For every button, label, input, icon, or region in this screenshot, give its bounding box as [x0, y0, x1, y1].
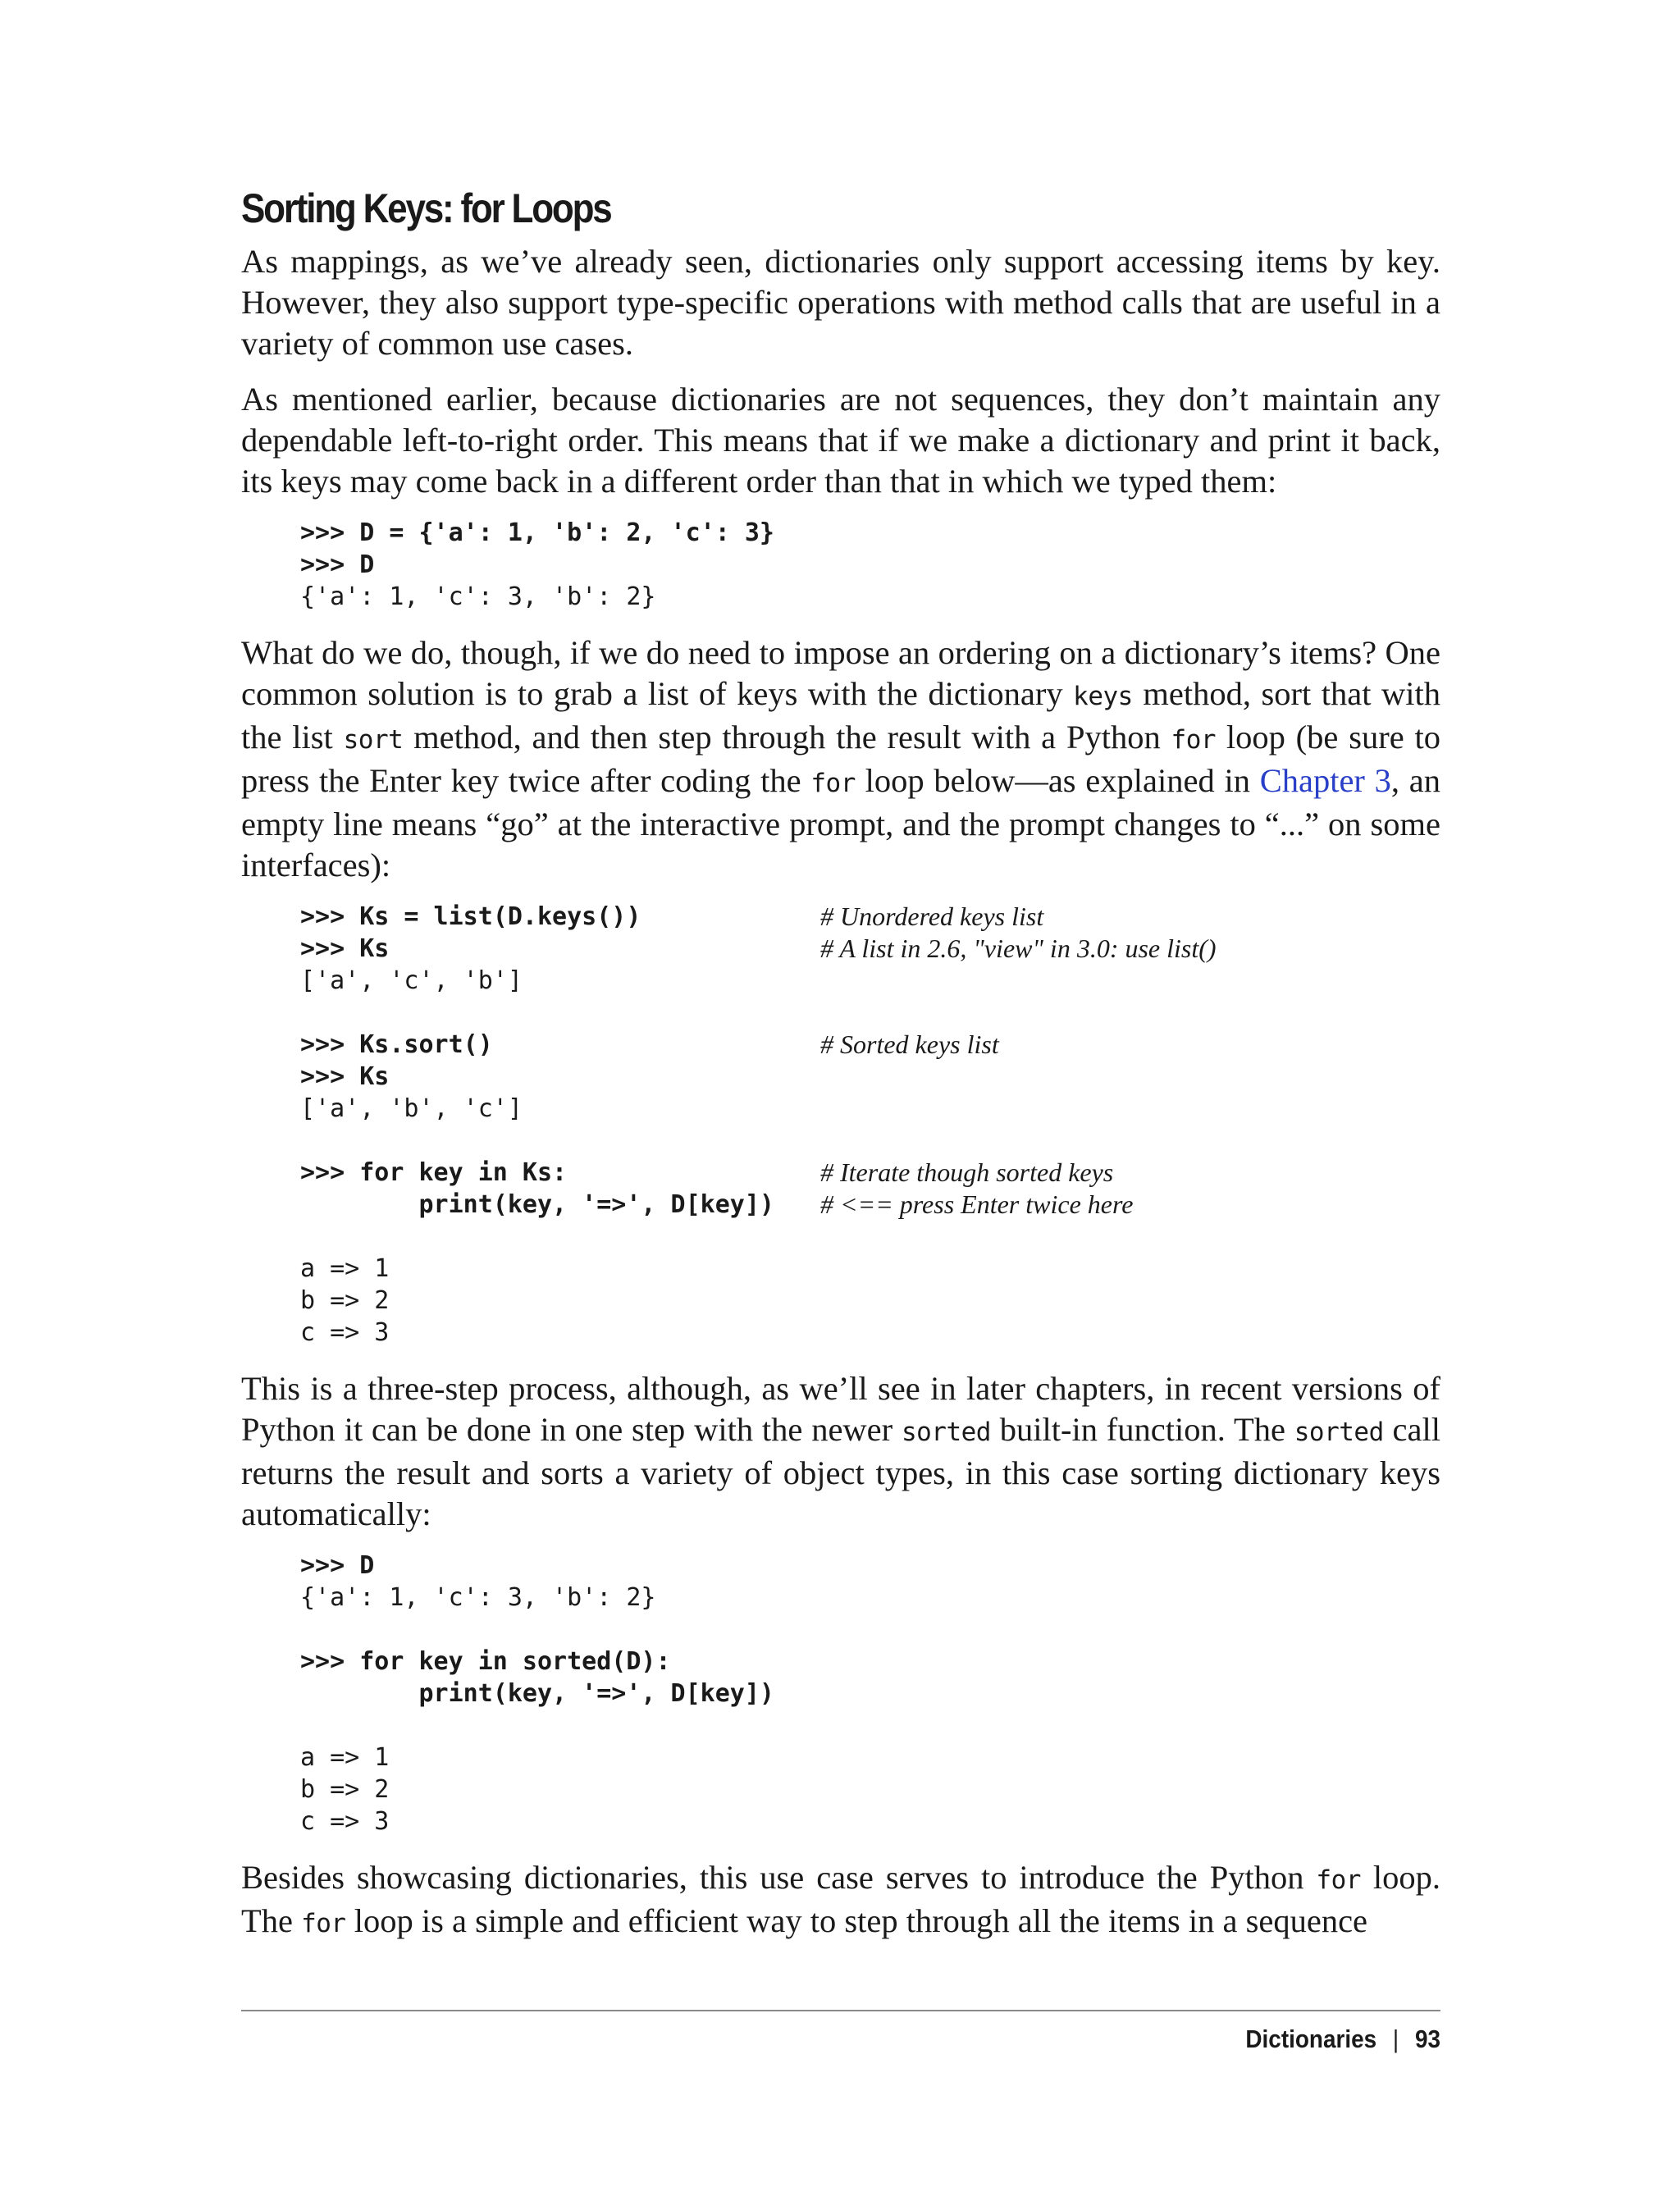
code-blank-line	[300, 1614, 1440, 1646]
code-line	[300, 517, 1440, 549]
code-comment: # A list in 2.6, "view" in 3.0: use list()	[820, 934, 1217, 963]
code-block-1	[300, 517, 1440, 613]
code-input: print(key, '=>', D[key])	[300, 1190, 774, 1219]
code-line	[300, 1093, 1440, 1125]
code-blank-line	[300, 1710, 1440, 1742]
code-comment: # Sorted keys list	[820, 1029, 999, 1059]
code-blank-line	[300, 1221, 1440, 1253]
code-comment: # Iterate though sorted keys	[820, 1157, 1114, 1187]
text-run: loop below—as explained in	[855, 762, 1260, 799]
text-run: method, sort that with the list	[241, 675, 1440, 756]
code-output: a => 1	[300, 1254, 390, 1283]
inline-code: for	[1316, 1865, 1361, 1895]
code-line	[300, 1061, 1440, 1093]
code-output: ['a', 'c', 'b']	[300, 966, 523, 995]
code-output: a => 1	[300, 1743, 390, 1772]
code-input: >>> Ks = list(D.keys())	[300, 902, 641, 931]
code-input: print(key, '=>', D[key])	[300, 1679, 774, 1708]
code-input: >>> for key in Ks:	[300, 1158, 568, 1187]
code-blank-line	[300, 1125, 1440, 1157]
code-line	[300, 1678, 1440, 1710]
code-output: ['a', 'b', 'c']	[300, 1094, 523, 1123]
code-line	[300, 1742, 1440, 1774]
code-output: {'a': 1, 'c': 3, 'b': 2}	[300, 582, 656, 611]
text-run: call returns the result and sorts a variety of object types, in this case sorting dictionary keys automatically:	[241, 1411, 1440, 1532]
code-line	[300, 901, 1440, 933]
text-run: built-in function. The	[990, 1411, 1294, 1448]
code-line	[300, 965, 1440, 997]
inline-code: sorted	[901, 1418, 991, 1447]
code-line	[300, 549, 1440, 581]
inline-code: keys	[1073, 682, 1133, 711]
code-line	[300, 1253, 1440, 1285]
paragraph-5	[241, 1857, 1440, 1944]
code-line	[300, 933, 1440, 965]
text-run: , an empty line means “go” at the interactive prompt, and the prompt changes to “...” on some interfaces):	[241, 762, 1440, 883]
inline-code: for	[301, 1909, 346, 1938]
paragraph-3	[241, 632, 1440, 886]
code-comment: # <== press Enter twice here	[820, 1189, 1134, 1219]
inline-code: for	[1171, 725, 1217, 755]
code-input: >>> D	[300, 550, 375, 579]
page-footer	[1245, 2023, 1440, 2056]
footer-rule	[241, 2010, 1440, 2011]
code-line	[300, 1550, 1440, 1582]
text-run: loop (be sure to press the Enter key twice after coding the	[241, 719, 1441, 799]
code-block-3	[300, 1550, 1440, 1838]
code-input: >>> D = {'a': 1, 'b': 2, 'c': 3}	[300, 518, 774, 547]
text-run: Besides showcasing dictionaries, this use case serves to introduce the Python	[241, 1859, 1317, 1896]
code-input: >>> Ks.sort()	[300, 1030, 493, 1059]
code-input: >>> D	[300, 1551, 375, 1580]
code-line	[300, 1029, 1440, 1061]
code-output: {'a': 1, 'c': 3, 'b': 2}	[300, 1583, 656, 1612]
code-output: c => 3	[300, 1318, 390, 1347]
code-input: >>> Ks	[300, 934, 390, 963]
code-line	[300, 1317, 1440, 1349]
code-line	[300, 1582, 1440, 1614]
code-line	[300, 1157, 1440, 1189]
section-heading: Sorting Keys: for Loops	[241, 185, 611, 231]
inline-code: sorted	[1294, 1418, 1384, 1447]
page-content	[241, 182, 1440, 1959]
footer-separator: |	[1392, 2025, 1399, 2053]
code-line	[300, 1646, 1440, 1678]
inline-code: for	[810, 769, 856, 798]
text-run: loop is a simple and efficient way to step through all the items in a sequence	[345, 1902, 1368, 1939]
code-input: >>> Ks	[300, 1062, 390, 1091]
text-run: This is a three-step process, although, as we’ll see in later chapters, in recent versions of Python it can be done in one step with the newer	[241, 1370, 1440, 1448]
paragraph-1: As mappings, as we’ve already seen, dictionaries only support accessing items by key. However, they also support type-specific operations with method calls that are useful in a variety of common use cases.	[241, 243, 1440, 362]
footer-section-title: Dictionaries	[1245, 2025, 1377, 2053]
code-block-2	[300, 901, 1440, 1349]
code-blank-line	[300, 997, 1440, 1029]
code-output: c => 3	[300, 1807, 390, 1836]
page-number: 93	[1414, 2025, 1440, 2053]
code-line	[300, 1774, 1440, 1806]
code-output: b => 2	[300, 1775, 390, 1804]
code-line	[300, 1285, 1440, 1317]
chapter-3-link[interactable]: Chapter 3	[1259, 762, 1391, 799]
code-input: >>> for key in sorted(D):	[300, 1647, 671, 1676]
text-run: What do we do, though, if we do need to impose an ordering on a dictionary’s items? One common solution is to grab a list of keys with the dictionary	[241, 634, 1440, 712]
code-comment: # Unordered keys list	[820, 902, 1044, 931]
paragraph-2: As mentioned earlier, because dictionaries are not sequences, they don’t maintain any dependable left-to-right order. This means that if we make a dictionary and print it back, its keys may come back in a different order than that in which we typed them:	[241, 381, 1440, 500]
code-line	[300, 581, 1440, 613]
text-run: method, and then step through the result with a Python	[403, 719, 1171, 756]
inline-code: sort	[343, 725, 404, 755]
text-run: loop. The	[241, 1859, 1440, 1939]
code-line	[300, 1806, 1440, 1838]
paragraph-4	[241, 1368, 1440, 1535]
code-output: b => 2	[300, 1286, 390, 1315]
code-line	[300, 1189, 1440, 1221]
